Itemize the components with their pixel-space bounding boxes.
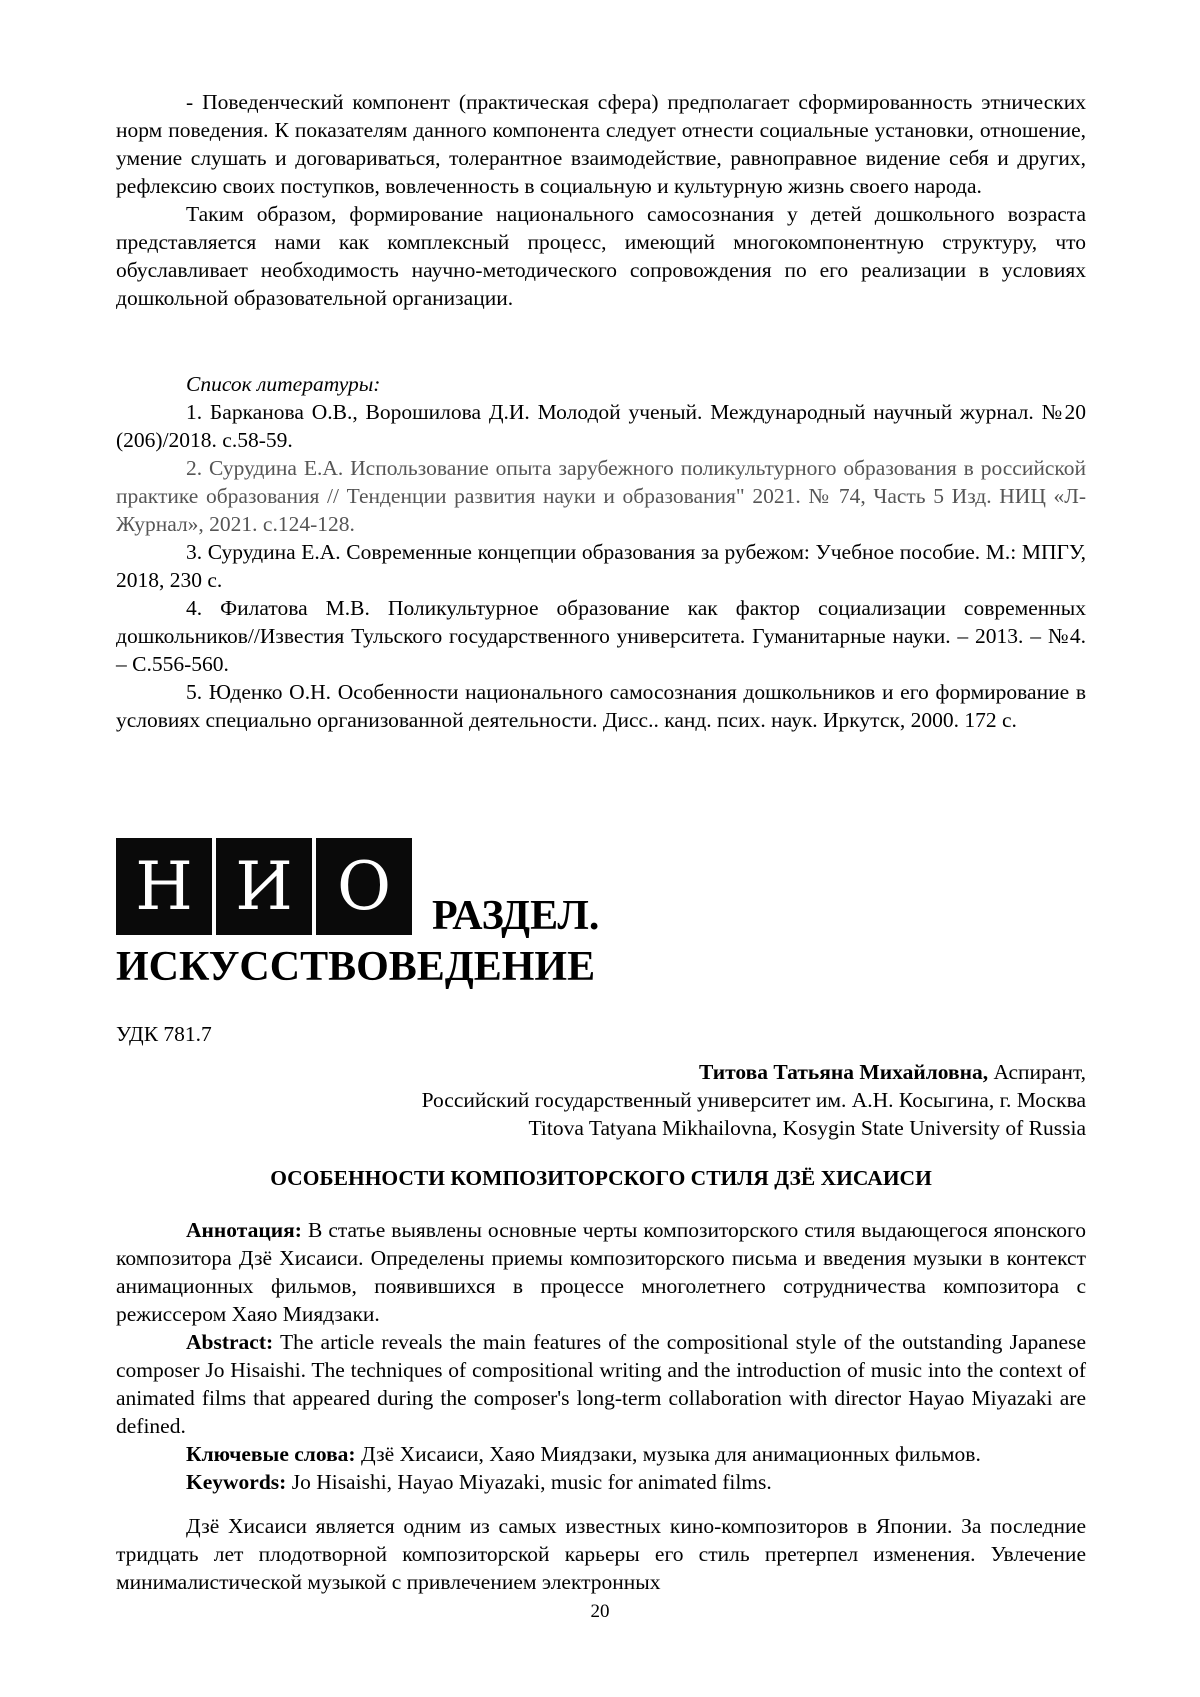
reference-item-3: 3. Сурудина Е.А. Современные концепции образования за рубежом: Учебное пособие. М.: МПГУ, 2018, 230 с. [116, 540, 1086, 592]
section-title-part1: РАЗДЕЛ. [432, 893, 600, 939]
nio-logo [116, 838, 416, 935]
keywords-en-label: Keywords: [186, 1470, 287, 1494]
body-text-block [116, 1512, 1086, 1596]
abstract-paragraph [116, 1328, 1086, 1440]
reference-item-1: 1. Барканова О.В., Ворошилова Д.И. Молодой ученый. Международный научный журнал. №20 (206)/2018. с.58-59. [116, 400, 1086, 452]
nio-logo-letter: О [316, 838, 412, 935]
section-title-part2: ИСКУССТВОВЕДЕНИЕ [116, 944, 596, 990]
author-name: Титова Татьяна Михайловна, [698, 1060, 989, 1084]
udk-code: УДК 781.7 [116, 1022, 212, 1046]
article-title: ОСОБЕННОСТИ КОМПОЗИТОРСКОГО СТИЛЯ ДЗЁ ХИСАИСИ [270, 1166, 932, 1190]
keywords-ru-label: Ключевые слова: [186, 1442, 356, 1466]
top-text-block [116, 88, 1086, 312]
references-heading: Список литературы: [186, 372, 381, 396]
article-header [116, 1020, 1086, 1192]
keywords-ru-paragraph [116, 1440, 1086, 1468]
abstract-label: Abstract: [186, 1330, 274, 1354]
page-number: 20 [590, 1601, 610, 1622]
keywords-en-text: Jo Hisaishi, Hayao Miyazaki, music for animated films. [286, 1470, 772, 1494]
author-line [116, 1058, 1086, 1086]
body-paragraph: Дзё Хисаиси является одним из самых известных кино-композиторов в Японии. За последние тридцать лет плодотворной композиторской карьеры его стиль претерпел изменения. Увлечение минималистической музыкой с привлечением электронных [116, 1514, 1086, 1594]
affiliation-en: Titova Tatyana Mikhailovna, Kosygin State University of Russia [528, 1116, 1086, 1140]
abstract-text: The article reveals the main features of the compositional style of the outstanding Japanese composer Jo Hisaishi. The techniques of compositional writing and the introduction of music into the context of animated films that appeared during the composer's long-term collaboration with director Hayao Miyazaki are defined. [116, 1330, 1086, 1438]
annotation-text: В статье выявлены основные черты композиторского стиля выдающегося японского композитора Дзё Хисаиси. Определены приемы композиторского письма и введения музыки в контекст анимационных фильмов, появившихся в процессе многолетнего сотрудничества композитора с режиссером Хаяо Миядзаки. [116, 1218, 1086, 1326]
author-position: Аспирант, [988, 1060, 1086, 1084]
nio-logo-letter: И [216, 838, 312, 935]
annotation-paragraph [116, 1216, 1086, 1328]
keywords-en-paragraph [116, 1468, 1086, 1496]
abstract-block [116, 1216, 1086, 1496]
nio-logo-letter: Н [116, 838, 212, 935]
reference-item-5: 5. Юденко О.Н. Особенности национального самосознания дошкольников и его формирование в условиях специально организованной деятельности. Дисс.. канд. псих. наук. Иркутск, 2000. 172 с. [116, 680, 1086, 732]
conclusion-paragraph: Таким образом, формирование национального самосознания у детей дошкольного возраста представляется нами как комплексный процесс, имеющий многокомпонентную структуру, что обуславливает необходимость научно-методического сопровождения по его реализации в условиях дошкольной образовательной организации. [116, 202, 1086, 310]
reference-item-4: 4. Филатова М.В. Поликультурное образование как фактор социализации современных дошкольников//Известия Тульского государственного университета. Гуманитарные науки. – 2013. – №4. – С.556-560. [116, 596, 1086, 676]
references-block [116, 370, 1086, 734]
affiliation-ru: Российский государственный университет им. А.Н. Косыгина, г. Москва [421, 1088, 1086, 1112]
keywords-ru-text: Дзё Хисаиси, Хаяо Миядзаки, музыка для анимационных фильмов. [355, 1442, 981, 1466]
reference-item-2: 2. Сурудина Е.А. Использование опыта зарубежного поликультурного образования в российской практике образования // Тенденции развития науки и образования" 2021. № 74, Часть 5 Изд. НИЦ «Л-Журнал», 2021. с.124-128. [116, 456, 1086, 536]
annotation-label: Аннотация: [186, 1218, 302, 1242]
behavioral-component-paragraph: - Поведенческий компонент (практическая сфера) предполагает сформированность этнических норм поведения. К показателям данного компонента следует отнести социальные установки, отношение, умение слушать и договариваться, толерантное взаимодействие, равноправное видение себя и других, рефлексию своих поступков, вовлеченность в социальную и культурную жизнь своего народа. [116, 90, 1086, 198]
